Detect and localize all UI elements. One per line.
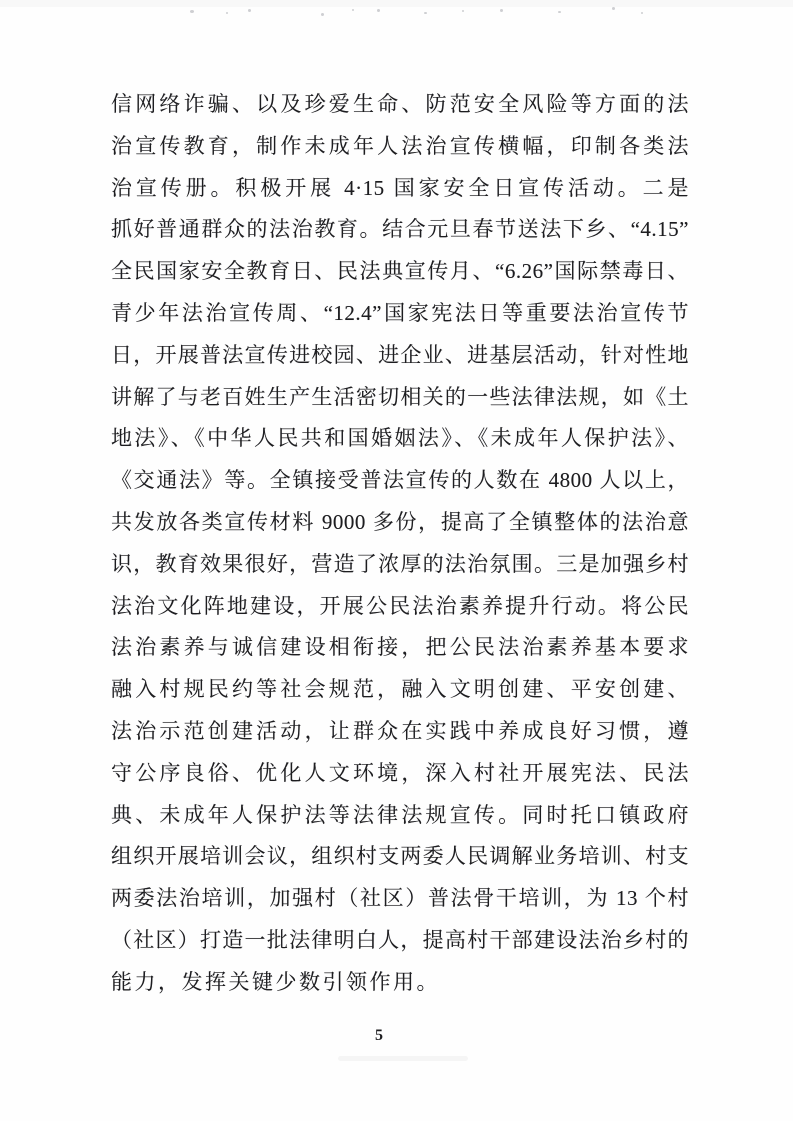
scan-speckle (612, 7, 615, 10)
scan-speckle (248, 9, 251, 12)
text-line: 守公序良俗、优化人文环境，深入村社开展宪法、民法 (111, 760, 689, 785)
page-number: 5 (375, 1027, 383, 1044)
text-line: 全民国家安全教育日、民法典宣传月、“6.26”国际禁毒日、 (111, 259, 689, 284)
text-line: 共发放各类宣传材料 9000 多份，提高了全镇整体的法治意 (111, 509, 689, 534)
text-line: 组织开展培训会议，组织村支两委人民调解业务培训、村支 (111, 844, 689, 869)
scan-speckle (226, 12, 228, 14)
scan-speckle (377, 9, 380, 12)
text-line: 抓好普通群众的法治教育。结合元旦春节送法下乡、“4.15” (111, 217, 689, 242)
text-line: 治宣传册。积极开展 4·15 国家安全日宣传活动。二是 (111, 175, 689, 200)
text-line: 讲解了与老百姓生产生活密切相关的一些法律法规，如《土 (111, 384, 689, 409)
text-line: 法治素养与诚信建设相衔接，把公民法治素养基本要求 (111, 635, 689, 660)
scan-speckle (558, 11, 561, 13)
document-body-text (111, 84, 689, 1004)
text-line: 融入村规民约等社会规范，融入文明创建、平安创建、 (111, 677, 689, 702)
text-line: 地法》、《中华人民共和国婚姻法》、《未成年人保护法》、 (111, 426, 689, 451)
text-line: （社区）打造一批法律明白人，提高村干部建设法治乡村的 (111, 927, 689, 952)
text-line: 法治示范创建活动，让群众在实践中养成良好习惯，遵 (111, 718, 689, 743)
scan-speckle (462, 10, 464, 12)
text-line: 识，教育效果很好，营造了浓厚的法治氛围。三是加强乡村 (111, 551, 689, 576)
scan-smudge (338, 1056, 468, 1061)
scan-speckle (641, 12, 643, 14)
text-line: 《交通法》等。全镇接受普法宣传的人数在 4800 人以上， (111, 468, 689, 493)
scan-speckle (190, 10, 194, 13)
scan-speckle (500, 9, 503, 12)
text-line: 典、未成年人保护法等法律法规宣传。同时托口镇政府 (111, 802, 689, 827)
scan-speckle (424, 12, 427, 14)
scan-speckle (352, 9, 354, 11)
text-line: 法治文化阵地建设，开展公民法治素养提升行动。将公民 (111, 593, 689, 618)
text-line: 能力，发挥关键少数引领作用。 (111, 969, 440, 994)
text-line: 信网络诈骗、以及珍爱生命、防范安全风险等方面的法 (111, 92, 689, 116)
scan-noise-band (0, 0, 793, 7)
text-line: 两委法治培训，加强村（社区）普法骨干培训，为 13 个村 (111, 886, 689, 911)
text-line: 治宣传教育，制作未成年人法治宣传横幅，印制各类法 (111, 133, 689, 158)
scan-speckle (321, 13, 324, 16)
text-line: 日，开展普法宣传进校园、进企业、进基层活动，针对性地 (111, 342, 689, 367)
text-line: 青少年法治宣传周、“12.4”国家宪法日等重要法治宣传节 (111, 300, 689, 325)
